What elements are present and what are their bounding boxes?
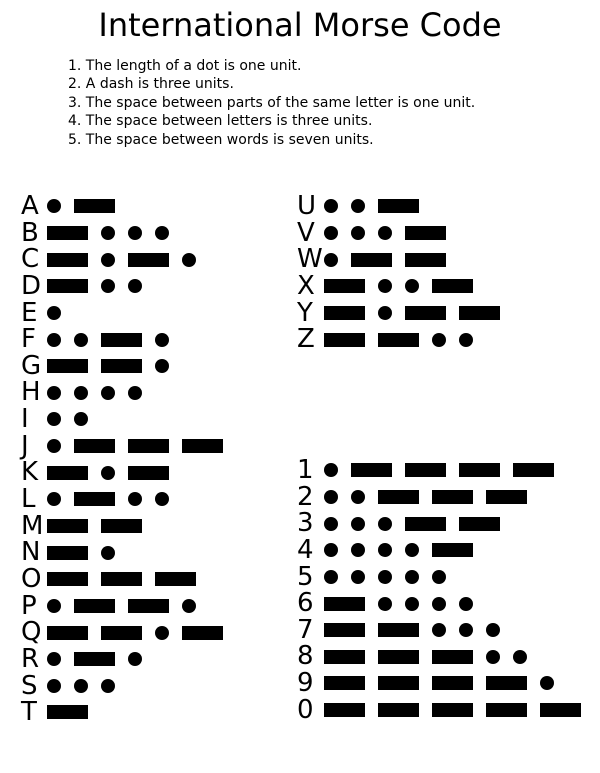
morse-symbols	[324, 676, 554, 690]
morse-character: W	[297, 244, 323, 275]
dot-symbol	[378, 226, 392, 240]
dot-symbol	[128, 279, 142, 293]
dash-symbol	[101, 359, 142, 373]
dot-symbol	[459, 623, 473, 637]
dot-symbol	[74, 412, 88, 426]
morse-row-8	[297, 643, 581, 670]
dot-symbol	[47, 199, 61, 213]
dot-symbol	[47, 412, 61, 426]
morse-row-H	[21, 379, 223, 406]
dot-symbol	[432, 623, 446, 637]
morse-symbols	[324, 570, 446, 584]
morse-symbols	[47, 546, 115, 560]
dot-symbol	[155, 359, 169, 373]
dot-symbol	[405, 279, 419, 293]
dot-symbol	[459, 597, 473, 611]
dot-symbol	[155, 226, 169, 240]
morse-symbols	[47, 412, 88, 426]
dot-symbol	[405, 570, 419, 584]
morse-character: 7	[297, 614, 314, 645]
morse-row-7	[297, 614, 581, 645]
morse-symbols	[47, 626, 223, 640]
morse-symbols	[47, 466, 169, 480]
morse-row-J	[21, 430, 223, 461]
morse-row-E	[21, 297, 223, 328]
morse-symbols	[47, 652, 142, 666]
morse-character: I	[21, 404, 29, 435]
dot-symbol	[47, 679, 61, 693]
dash-symbol	[432, 543, 473, 557]
morse-symbols	[47, 253, 196, 267]
rule-line: 2. A dash is three units.	[68, 76, 234, 93]
morse-row-A	[21, 193, 223, 220]
dot-symbol	[351, 517, 365, 531]
dash-symbol	[378, 199, 419, 213]
dash-symbol	[405, 226, 446, 240]
dot-symbol	[378, 279, 392, 293]
morse-symbols	[324, 333, 473, 347]
morse-character: L	[21, 484, 36, 515]
rule-line: 5. The space between words is seven units.	[68, 131, 374, 148]
morse-character: 1	[297, 455, 314, 485]
dot-symbol	[432, 570, 446, 584]
dot-symbol	[324, 253, 338, 267]
dot-symbol	[101, 279, 115, 293]
morse-symbols	[324, 650, 527, 664]
dot-symbol	[74, 386, 88, 400]
dash-symbol	[74, 492, 115, 506]
dash-symbol	[324, 676, 365, 690]
dot-symbol	[47, 386, 61, 400]
dot-symbol	[486, 650, 500, 664]
dot-symbol	[101, 386, 115, 400]
dash-symbol	[128, 599, 169, 613]
dot-symbol	[432, 597, 446, 611]
morse-symbols	[324, 306, 500, 320]
morse-row-D	[21, 270, 223, 301]
page-title: International Morse Code	[98, 6, 502, 44]
dash-symbol	[128, 466, 169, 480]
morse-row-L	[21, 486, 223, 513]
dot-symbol	[47, 439, 61, 453]
dash-symbol	[405, 463, 446, 477]
dash-symbol	[405, 253, 446, 267]
dash-symbol	[101, 572, 142, 586]
morse-character: E	[21, 297, 38, 328]
dash-symbol	[324, 333, 365, 347]
dash-symbol	[128, 439, 169, 453]
morse-symbols	[324, 226, 446, 240]
dot-symbol	[155, 492, 169, 506]
dash-symbol	[432, 279, 473, 293]
dash-symbol	[432, 676, 473, 690]
morse-symbols	[47, 359, 169, 373]
morse-row-F	[21, 326, 223, 353]
morse-row-2	[297, 481, 581, 512]
dash-symbol	[459, 306, 500, 320]
letters-column-a-to-t	[21, 193, 223, 726]
morse-symbols	[324, 517, 500, 531]
morse-row-N	[21, 539, 223, 566]
morse-row-T	[21, 699, 223, 726]
morse-character: 4	[297, 534, 314, 565]
morse-symbols	[324, 703, 581, 717]
morse-symbols	[324, 490, 527, 504]
morse-character: C	[21, 244, 40, 275]
dash-symbol	[378, 676, 419, 690]
morse-character: 6	[297, 588, 314, 619]
morse-character: V	[297, 217, 315, 248]
morse-character: T	[21, 697, 37, 728]
morse-character: Z	[297, 324, 315, 355]
morse-row-P	[21, 590, 223, 621]
morse-row-R	[21, 643, 223, 674]
dash-symbol	[101, 519, 142, 533]
dot-symbol	[101, 226, 115, 240]
dash-symbol	[74, 199, 115, 213]
dash-symbol	[378, 703, 419, 717]
morse-character: S	[21, 670, 38, 701]
morse-row-W	[297, 246, 500, 273]
dot-symbol	[378, 543, 392, 557]
morse-character: Y	[297, 297, 313, 328]
dash-symbol	[74, 439, 115, 453]
morse-row-X	[297, 270, 500, 301]
morse-character: D	[21, 270, 42, 301]
dot-symbol	[101, 679, 115, 693]
morse-symbols	[47, 439, 223, 453]
dash-symbol	[378, 490, 419, 504]
dash-symbol	[128, 253, 169, 267]
dash-symbol	[47, 226, 88, 240]
morse-character: M	[21, 510, 44, 541]
morse-character: 9	[297, 668, 314, 699]
morse-row-V	[297, 217, 500, 248]
dash-symbol	[324, 650, 365, 664]
dot-symbol	[74, 679, 88, 693]
dot-symbol	[486, 623, 500, 637]
dash-symbol	[324, 279, 365, 293]
dash-symbol	[47, 466, 88, 480]
morse-row-Y	[297, 297, 500, 328]
morse-symbols	[47, 199, 115, 213]
dash-symbol	[324, 703, 365, 717]
dot-symbol	[47, 333, 61, 347]
morse-symbols	[324, 253, 446, 267]
dot-symbol	[128, 226, 142, 240]
dash-symbol	[405, 306, 446, 320]
rules-list	[68, 57, 475, 149]
morse-symbols	[47, 599, 196, 613]
morse-symbols	[324, 543, 473, 557]
morse-row-6	[297, 590, 581, 617]
dot-symbol	[182, 599, 196, 613]
digits-column-1-to-0	[297, 457, 581, 723]
dash-symbol	[182, 626, 223, 640]
dot-symbol	[128, 652, 142, 666]
dot-symbol	[324, 543, 338, 557]
dot-symbol	[378, 570, 392, 584]
dot-symbol	[101, 253, 115, 267]
dash-symbol	[486, 703, 527, 717]
morse-row-Z	[297, 326, 500, 353]
dot-symbol	[351, 543, 365, 557]
morse-character: P	[21, 590, 37, 621]
morse-symbols	[47, 705, 88, 719]
morse-character: J	[21, 430, 29, 461]
morse-character: N	[21, 537, 41, 568]
dot-symbol	[351, 490, 365, 504]
dot-symbol	[405, 543, 419, 557]
morse-character: K	[21, 457, 39, 488]
dash-symbol	[47, 546, 88, 560]
dot-symbol	[378, 517, 392, 531]
dash-symbol	[378, 333, 419, 347]
dash-symbol	[47, 519, 88, 533]
dot-symbol	[378, 597, 392, 611]
dash-symbol	[351, 253, 392, 267]
dot-symbol	[47, 306, 61, 320]
morse-character: 2	[297, 481, 314, 512]
dash-symbol	[324, 623, 365, 637]
dash-symbol	[351, 463, 392, 477]
dot-symbol	[351, 226, 365, 240]
morse-row-5	[297, 561, 581, 592]
morse-symbols	[324, 623, 500, 637]
dash-symbol	[47, 253, 88, 267]
dash-symbol	[324, 597, 365, 611]
dash-symbol	[540, 703, 581, 717]
dot-symbol	[324, 226, 338, 240]
morse-row-G	[21, 350, 223, 381]
dot-symbol	[513, 650, 527, 664]
morse-row-I	[21, 406, 223, 433]
dot-symbol	[324, 199, 338, 213]
dash-symbol	[405, 517, 446, 531]
dot-symbol	[74, 333, 88, 347]
morse-row-Q	[21, 619, 223, 646]
dot-symbol	[351, 570, 365, 584]
dash-symbol	[378, 623, 419, 637]
dot-symbol	[432, 333, 446, 347]
dash-symbol	[47, 279, 88, 293]
dot-symbol	[378, 306, 392, 320]
dot-symbol	[101, 466, 115, 480]
morse-row-B	[21, 217, 223, 248]
morse-row-U	[297, 193, 500, 220]
morse-character: 5	[297, 561, 314, 592]
dash-symbol	[155, 572, 196, 586]
morse-symbols	[47, 226, 169, 240]
dash-symbol	[182, 439, 223, 453]
dot-symbol	[47, 492, 61, 506]
dot-symbol	[324, 463, 338, 477]
morse-character: G	[21, 350, 42, 381]
morse-character: 0	[297, 694, 314, 725]
morse-row-K	[21, 459, 223, 486]
dot-symbol	[128, 386, 142, 400]
morse-row-4	[297, 534, 581, 565]
dash-symbol	[378, 650, 419, 664]
dash-symbol	[74, 652, 115, 666]
morse-symbols	[324, 199, 419, 213]
dot-symbol	[324, 490, 338, 504]
morse-symbols	[324, 463, 554, 477]
morse-row-O	[21, 563, 223, 594]
morse-symbols	[324, 279, 473, 293]
morse-symbols	[47, 572, 196, 586]
morse-character: H	[21, 377, 41, 408]
rule-line: 1. The length of a dot is one unit.	[68, 58, 302, 74]
letters-column-u-to-z	[297, 193, 500, 353]
dash-symbol	[432, 703, 473, 717]
dot-symbol	[540, 676, 554, 690]
morse-character: 8	[297, 641, 314, 672]
morse-row-0	[297, 694, 581, 725]
dash-symbol	[324, 306, 365, 320]
morse-symbols	[47, 333, 169, 347]
morse-character: B	[21, 217, 39, 248]
morse-symbols	[47, 279, 142, 293]
rule-line: 3. The space between parts of the same letter is one unit.	[68, 94, 476, 111]
morse-character: U	[297, 191, 317, 221]
dash-symbol	[459, 463, 500, 477]
dot-symbol	[128, 492, 142, 506]
morse-symbols	[324, 597, 473, 611]
morse-symbols	[47, 679, 115, 693]
dot-symbol	[324, 570, 338, 584]
dash-symbol	[432, 650, 473, 664]
morse-row-9	[297, 670, 581, 697]
dot-symbol	[351, 199, 365, 213]
dash-symbol	[47, 705, 88, 719]
dash-symbol	[101, 626, 142, 640]
dot-symbol	[324, 517, 338, 531]
morse-row-S	[21, 670, 223, 701]
morse-row-M	[21, 510, 223, 541]
dash-symbol	[47, 626, 88, 640]
dot-symbol	[155, 626, 169, 640]
morse-row-1	[297, 457, 581, 484]
dot-symbol	[459, 333, 473, 347]
dash-symbol	[486, 676, 527, 690]
morse-symbols	[47, 519, 142, 533]
morse-character: Q	[21, 617, 42, 648]
morse-row-C	[21, 246, 223, 273]
morse-character: R	[21, 643, 40, 674]
dash-symbol	[486, 490, 527, 504]
morse-symbols	[47, 386, 142, 400]
rule-line: 4. The space between letters is three units.	[68, 113, 373, 130]
morse-character: 3	[297, 508, 314, 539]
dash-symbol	[513, 463, 554, 477]
morse-character: F	[21, 324, 36, 355]
dash-symbol	[101, 333, 142, 347]
dash-symbol	[432, 490, 473, 504]
dash-symbol	[47, 359, 88, 373]
dash-symbol	[74, 599, 115, 613]
morse-symbols	[47, 492, 169, 506]
dot-symbol	[405, 597, 419, 611]
morse-character: O	[21, 563, 42, 594]
dot-symbol	[101, 546, 115, 560]
morse-row-3	[297, 510, 581, 537]
morse-character: A	[21, 191, 39, 221]
dash-symbol	[459, 517, 500, 531]
morse-symbols	[47, 306, 61, 320]
dot-symbol	[155, 333, 169, 347]
dot-symbol	[182, 253, 196, 267]
dot-symbol	[47, 599, 61, 613]
morse-character: X	[297, 270, 315, 301]
dash-symbol	[47, 572, 88, 586]
dot-symbol	[47, 652, 61, 666]
